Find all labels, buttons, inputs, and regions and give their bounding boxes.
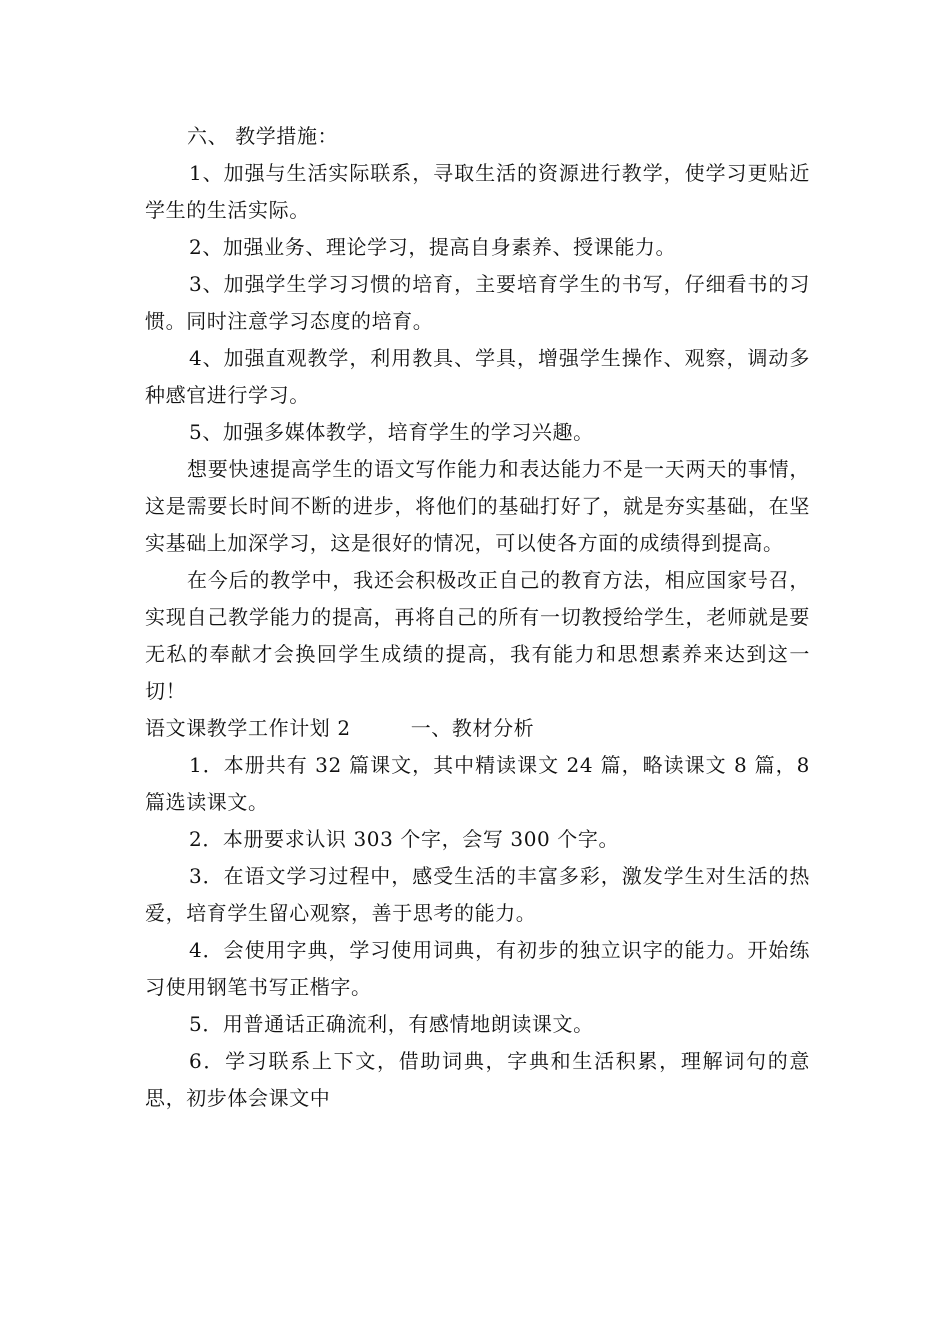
analysis-item: 4．会使用字典，学习使用词典，有初步的独立识字的能力。开始练习使用钢笔书写正楷字。 [145,938,810,999]
section-six-title: 六、 教学措施： [187,124,339,148]
measure-item: 4、加强直观教学，利用教具、学具，增强学生操作、观察，调动多种感官进行学习。 [145,346,810,407]
document-page [145,118,810,1117]
plan2-section-one-title: 一、教材分析 [410,716,535,740]
measure-item: 5、加强多媒体教学，培育学生的学习兴趣。 [189,420,594,444]
measure-item: 2、加强业务、理论学习，提高自身素养、授课能力。 [189,235,677,259]
plan2-heading [145,710,810,747]
measure-item: 3、加强学生学习习惯的培育，主要培育学生的书写，仔细看书的习惯。同时注意学习态度的培育。 [145,272,810,333]
analysis-item: 6．学习联系上下文，借助词典，字典和生活积累，理解词句的意思，初步体会课文中 [145,1049,810,1110]
future-paragraph: 在今后的教学中，我还会积极改正自己的教育方法，相应国家号召，实现自己教学能力的提高，再将自己的所有一切教授给学生，老师就是要无私的奉献才会换回学生成绩的提高，我有能力和思想素养来达到这一切！ [145,568,810,703]
measure-item: 1、加强与生活实际联系，寻取生活的资源进行教学，使学习更贴近学生的生活实际。 [145,161,810,222]
plan2-title: 语文课教学工作计划 2 [145,716,351,740]
analysis-item: 2．本册要求认识 303 个字，会写 300 个字。 [189,827,620,851]
analysis-item: 1．本册共有 32 篇课文，其中精读课文 24 篇，略读课文 8 篇，8 篇选读课文。 [145,753,810,814]
analysis-item: 3．在语文学习过程中，感受生活的丰富多彩，激发学生对生活的热爱，培育学生留心观察，善于思考的能力。 [145,864,810,925]
analysis-item: 5．用普通话正确流利，有感情地朗读课文。 [189,1012,594,1036]
writing-paragraph: 想要快速提高学生的语文写作能力和表达能力不是一天两天的事情，这是需要长时间不断的进步，将他们的基础打好了，就是夯实基础，在坚实基础上加深学习，这是很好的情况，可以使各方面的成绩得到提高。 [145,457,810,555]
